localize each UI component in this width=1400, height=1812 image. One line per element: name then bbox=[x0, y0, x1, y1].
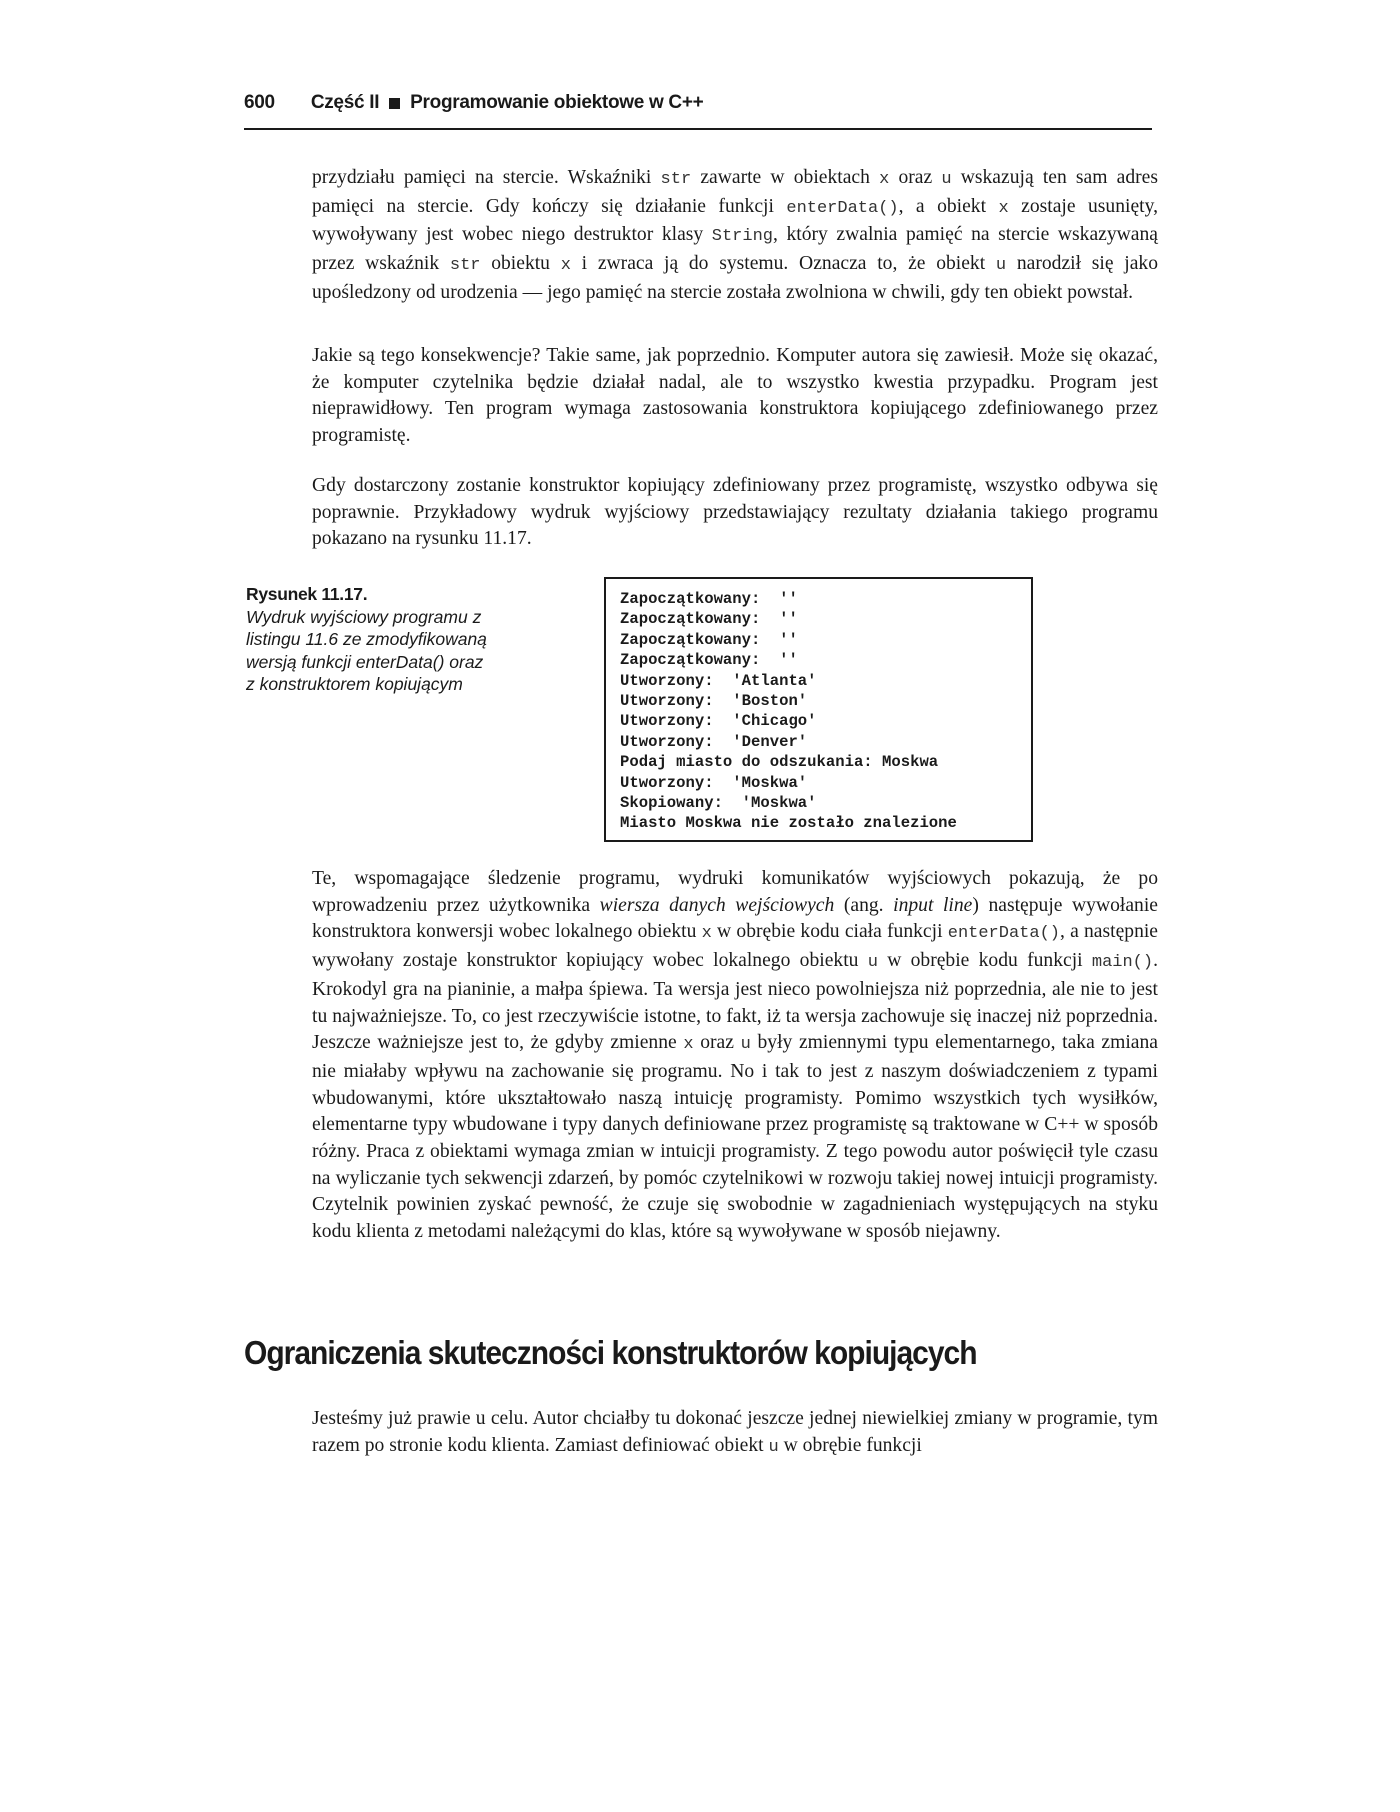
paragraph-1: przydziału pamięci na stercie. Wskaźniki str zawarte w obiektach x oraz u wskazują ten sam adres pamięci na stercie. Gdy kończy się działanie funkcji enterData(), a obiekt x zostaje usunięty, wywoływany jest wobec niego destruktor klasy String, który zwalnia pamięć na stercie wskazywaną przez wskaźnik str obiektu x i zwraca ją do systemu. Oznacza to, że obiekt u narodził się jako upośledzony od urodzenia — jego pamięć na stercie została zwolniona w chwili, gdy ten obiekt powstał. bbox=[312, 167, 1159, 303]
output-line: Miasto Moskwa nie zostało znalezione bbox=[620, 814, 957, 833]
output-line: Zapoczątkowany: '' bbox=[620, 610, 798, 629]
chapter-title: Programowanie obiektowe w C++ bbox=[410, 92, 704, 113]
output-line: Zapoczątkowany: '' bbox=[620, 651, 798, 670]
paragraph-3: Gdy dostarczony zostanie konstruktor kopiujący zdefiniowany przez programistę, wszystko odbywa się poprawnie. Przykładowy wydruk wyjściowy przedstawiający rezultaty działania takiego programu pokazano na rysunku 11.17. bbox=[312, 475, 1158, 550]
output-line: Utworzony: 'Denver' bbox=[620, 732, 808, 751]
output-line: Zapoczątkowany: '' bbox=[620, 590, 798, 608]
section-heading: Ograniczenia skuteczności konstruktorów kopiujących bbox=[244, 1335, 977, 1372]
paragraph-4: Te, wspomagające śledzenie programu, wydruki komunikatów wyjściowych pokazują, że po wprowadzeniu przez użytkownika wiersza danych wejściowych (ang. input line) następuje wywołanie konstruktora konwersji wobec lokalnego obiektu x w obrębie kodu ciała funkcji enterData(), a następnie wywołany zostaje konstruktor kopiujący wobec lokalnego obiektu u w obrębie kodu funkcji main(). Krokodyl gra na pianinie, a małpa śpiewa. Ta wersja jest nieco powolniejsza niż poprzednia, ale nie to jest tu najważniejsze. To, co jest rzeczywiście istotne, to fakt, iż ta wersja zachowuje się inaczej niż poprzednia. Jeszcze ważniejsze jest to, że gdyby zmienne x oraz u były zmiennymi typu elementarnego, taka zmiana nie miałaby wpływu na zachowanie się programu. No i tak to jest z naszym doświadczeniem z typami wbudowanymi, które ukształtowało naszą intuicję programisty. Pomimo wszystkich tych wysiłków, elementarne typy wbudowane i typy danych definiowane przez programistę są traktowane w C++ w sposób różny. Praca z obiektami wymaga zmian w intuicji programisty. Z tego powodu autor poświęcił tyle czasu na wyliczanie tych sekwencji zdarzeń, by pomóc czytelnikowi w rozwoju takiej nowej intuicji programisty. Czytelnik powinien zyskać pewność, że czuje się swobodnie w zagadnieniach występujących na styku kodu klienta z metodami należącymi do klas, które są wywoływane w sposób niejawny. bbox=[312, 868, 1159, 1243]
header-title-group bbox=[311, 92, 704, 114]
output-line: Utworzony: 'Atlanta' bbox=[620, 671, 817, 690]
output-line: Utworzony: 'Moskwa' bbox=[620, 773, 808, 792]
square-bullet-icon bbox=[389, 98, 400, 109]
figure-caption bbox=[246, 583, 496, 696]
running-header bbox=[244, 92, 1152, 130]
figure-label: Rysunek 11.17. bbox=[246, 584, 368, 604]
program-output-box bbox=[604, 577, 1033, 842]
output-line: Podaj miasto do odszukania: Moskwa bbox=[620, 753, 939, 772]
figure-caption-text: Wydruk wyjściowy programu z listingu 11.6 ze zmodyfikowaną wersją funkcji enterData() oraz z konstruktorem kopiującym bbox=[246, 606, 487, 694]
output-line: Zapoczątkowany: '' bbox=[620, 630, 798, 649]
output-line: Utworzony: 'Boston' bbox=[620, 692, 808, 711]
part-label: Część II bbox=[310, 92, 380, 113]
paragraph-5: Jesteśmy już prawie u celu. Autor chciałby tu dokonać jeszcze jednej niewielkiej zmiany w programie, tym razem po stronie kodu klienta. Zamiast definiować obiekt u w obrębie funkcji bbox=[312, 1408, 1158, 1457]
paragraph-2: Jakie są tego konsekwencje? Takie same, jak poprzednio. Komputer autora się zawiesił. Może się okazać, że komputer czytelnika będzie działał nadal, ale to wszystko kwestia przypadku. Program jest nieprawidłowy. Ten program wymaga zastosowania konstruktora kopiującego zdefiniowanego przez programistę. bbox=[312, 345, 1158, 447]
output-line: Utworzony: 'Chicago' bbox=[620, 712, 817, 731]
output-line: Skopiowany: 'Moskwa' bbox=[620, 794, 817, 813]
page-number: 600 bbox=[244, 92, 275, 113]
